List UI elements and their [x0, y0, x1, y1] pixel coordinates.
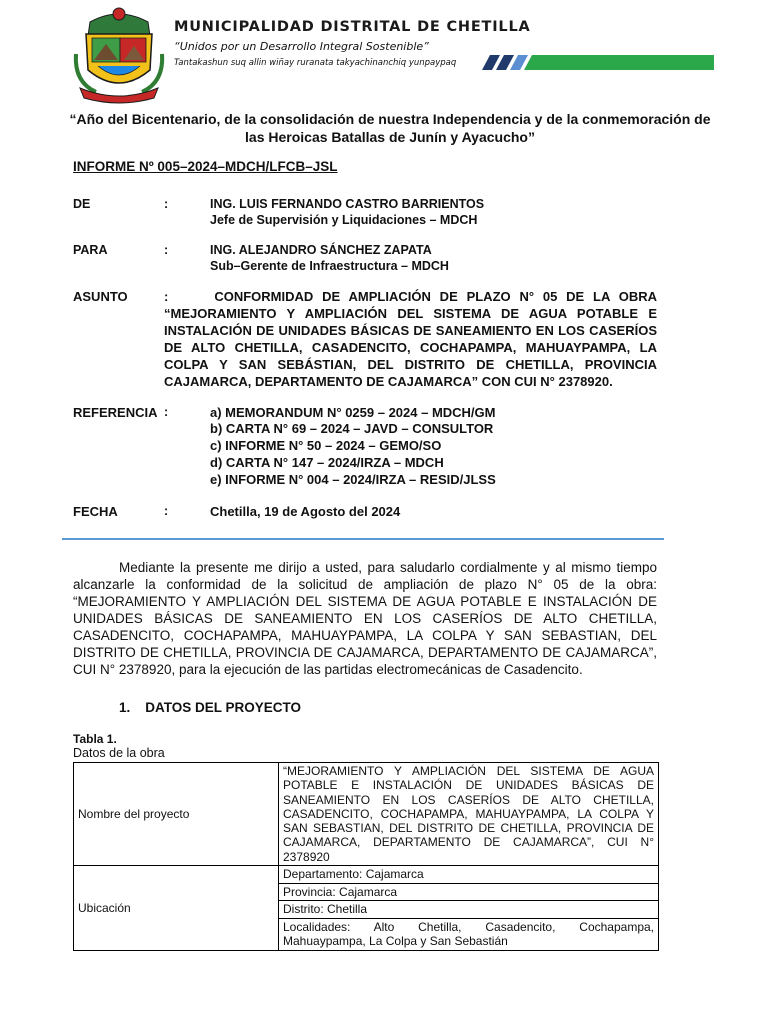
date-value: Chetilla, 19 de Agosto del 2024 [210, 504, 401, 519]
table-key-cell: Ubicación [74, 866, 279, 951]
table-key-cell: Nombre del proyecto [74, 763, 279, 866]
table-label: Tabla 1. [73, 732, 117, 746]
municipal-crest-logo [70, 4, 168, 104]
report-number: INFORME Nº 005–2024–MDCH/LFCB–JSL [73, 159, 338, 174]
official-year-name: “Año del Bicentenario, de la consolidación de nuestra Independencia y de la conmemoración de las Heroicas Batallas de Junín y Ayacucho” [69, 111, 711, 145]
reference-colon: : [164, 405, 169, 419]
reference-item: d) CARTA N° 147 – 2024/IRZA – MDCH [210, 455, 444, 470]
from-colon: : [164, 197, 169, 211]
section-title: 1. DATOS DEL PROYECTO [119, 700, 302, 715]
to-name: ING. ALEJANDRO SÁNCHEZ ZAPATA [210, 243, 432, 257]
from-name: ING. LUIS FERNANDO CASTRO BARRIENTOS [210, 197, 485, 211]
to-role: Sub–Gerente de Infraestructura – MDCH [210, 259, 449, 273]
reference-item: c) INFORME N° 50 – 2024 – GEMO/SO [210, 438, 442, 453]
municipality-quechua-motto: Tantakashun suq allin wiñay ruranata takyachinanchiq yunpaypaq [174, 58, 457, 68]
table-value-cell: “MEJORAMIENTO Y AMPLIACIÓN DEL SISTEMA DE AGUA POTABLE E INSTALACIÓN DE UNIDADES BÁSICAS DE SANEAMIENTO EN LOS CASERÍOS DE ALTO CHETILLA, CASADENCITO, COCHAPAMPA, MAHUAYPAMPA, LA COLPA Y SAN SEBASTIAN, DEL DISTRITO DE CHETILLA, PROVINCIA DE CAJAMARCA, DEPARTAMENTO DE CAJAMARCA”, CUI N° 2378920 [279, 763, 659, 866]
from-label: DE [73, 197, 91, 211]
subject-label: ASUNTO [73, 289, 128, 304]
table-caption: Datos de la obra [73, 746, 165, 760]
subject-text-block [164, 288, 657, 390]
municipality-motto: “Unidos por un Desarrollo Integral Sostenible” [174, 40, 429, 53]
subject-text: CONFORMIDAD DE AMPLIACIÓN DE PLAZO N° 05 DE LA OBRA “MEJORAMIENTO Y AMPLIACIÓN DEL SISTEMA DE AGUA POTABLE E INSTALACIÓN DE UNIDADES BÁSICAS DE SANEAMIENTO EN LOS CASERÍOS DE ALTO CHETILLA, CASADENCITO, COCHAPAMPA, MAHUAYPAMPA, LA COLPA Y SAN SEBÁSTIAN, DEL DISTRITO DE CHETILLA, PROVINCIA CAJAMARCA, DEPARTAMENTO DE CAJAMARCA” CON CUI N° 2378920. [164, 289, 657, 389]
reference-item: a) MEMORANDUM N° 0259 – 2024 – MDCH/GM [210, 405, 496, 420]
intro-paragraph [73, 559, 657, 678]
to-colon: : [164, 243, 169, 257]
from-role: Jefe de Supervisión y Liquidaciones – MDCH [210, 213, 478, 227]
table-row [74, 763, 659, 866]
project-data-table [73, 762, 659, 951]
to-label: PARA [73, 243, 108, 257]
date-label: FECHA [73, 504, 118, 519]
reference-item: e) INFORME N° 004 – 2024/IRZA – RESID/JLSS [210, 472, 496, 487]
municipality-name: MUNICIPALIDAD DISTRITAL DE CHETILLA [174, 19, 531, 35]
reference-label: REFERENCIA [73, 405, 158, 420]
letterhead-stripe-decoration [482, 55, 714, 70]
reference-item: b) CARTA N° 69 – 2024 – JAVD – CONSULTOR [210, 421, 494, 436]
table-value-cell: Distrito: Chetilla [279, 901, 659, 919]
intro-text: Mediante la presente me dirijo a usted, para saludarlo cordialmente y al mismo tiempo alcanzarle la conformidad de la solicitud de ampliación de plazo N° 05 de la obra: “MEJORAMIENTO Y AMPLIACIÓN DEL SISTEMA DE AGUA POTABLE E INSTALACIÓN DE UNIDADES BÁSICAS DE SANEAMIENTO EN LOS CASERÍOS DE ALTO CHETILLA, CASADENCITO, COCHAPAMPA, MAHUAYPAMPA, LA COLPA Y SAN SEBASTIAN, DEL DISTRITO DE CHETILLA, PROVINCIA DE CAJAMARCA, DEPARTAMENTO DE CAJAMARCA”, CUI N° 2378920, para la ejecución de las partidas electromecánicas de Casadencito. [73, 560, 657, 677]
date-colon: : [164, 504, 169, 518]
table-value-cell: Localidades: Alto Chetilla, Casadencito, Cochapampa, Mahuaypampa, La Colpa y San Sebastián [279, 918, 659, 950]
table-value-cell: Departamento: Cajamarca [279, 866, 659, 884]
table-value-cell: Provincia: Cajamarca [279, 883, 659, 901]
header-divider [62, 538, 664, 540]
table-row [74, 866, 659, 884]
subject-colon: : [164, 289, 169, 304]
